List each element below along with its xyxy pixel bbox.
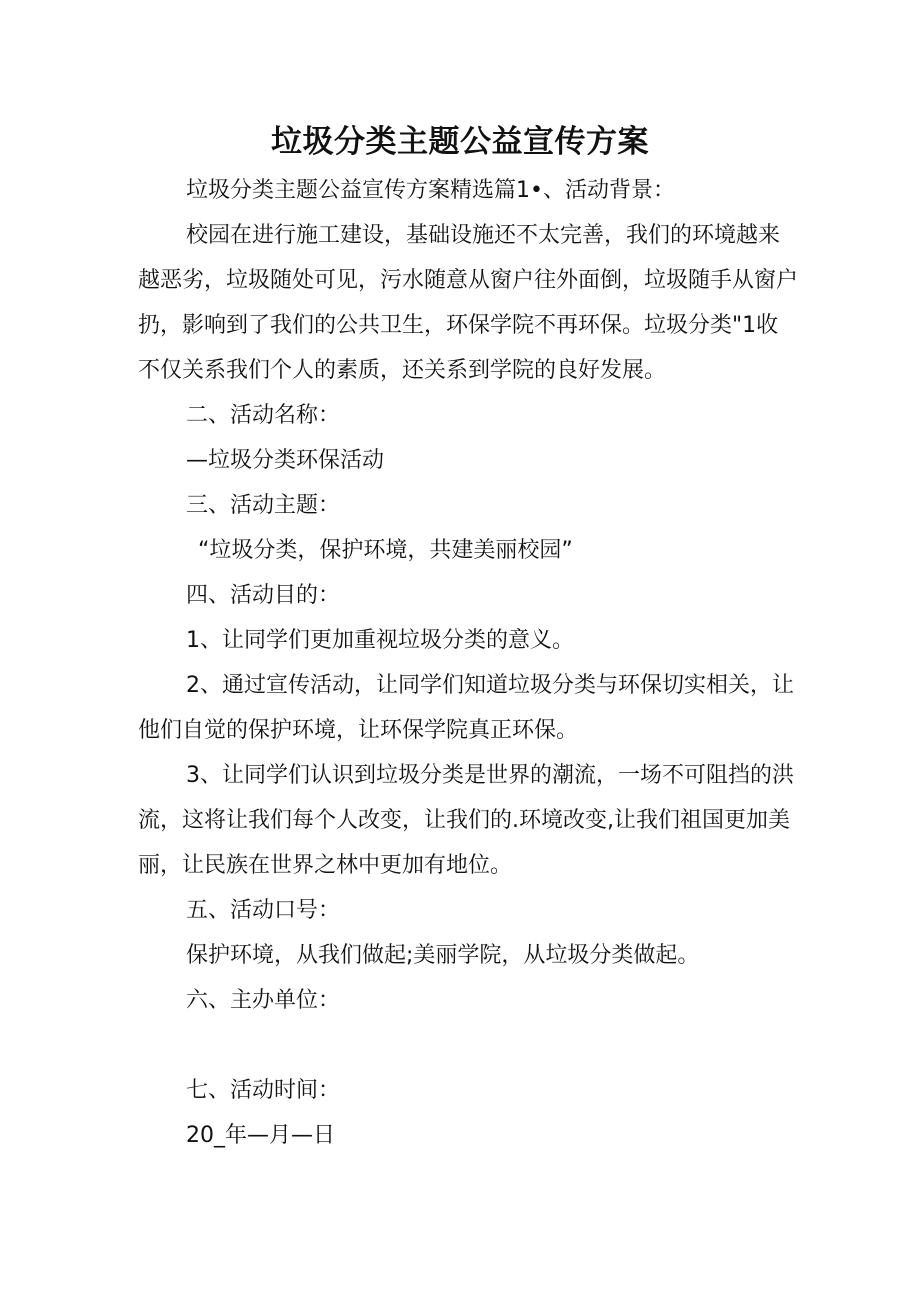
document-title: 垃圾分类主题公益宣传方案 (271, 124, 649, 160)
purpose-item-1: 1、让同学们更加重视垃圾分类的意义。 (186, 628, 574, 653)
section-time-heading: 七、活动时间： (186, 1078, 341, 1103)
purpose-item-3: 3、让同学们认识到垃圾分类是世界的潮流，一场不可阻挡的洪流，这将让我们每个人改变，让我们的.环境改变,让我们祖国更加美丽，让民族在世界之林中更加有地位。 (138, 763, 794, 878)
section-purpose-heading: 四、活动目的： (186, 583, 341, 608)
purpose-item-2: 2、通过宣传活动，让同学们知道垃圾分类与环保切实相关，让他们自觉的保护环境，让环保学院真正环保。 (138, 673, 794, 743)
activity-name: —垃圾分类环保活动 (186, 448, 385, 473)
blank-line (138, 1023, 798, 1068)
activity-slogan: 保护环境，从我们做起;美丽学院，从垃圾分类做起。 (186, 943, 700, 968)
section-theme-heading: 三、活动主题： (186, 493, 341, 518)
activity-theme: “垃圾分类，保护环境，共建美丽校园” (198, 538, 573, 563)
activity-date: 20_年—月—日 (186, 1123, 335, 1148)
document-body (138, 168, 798, 1158)
section-slogan-heading: 五、活动口号： (186, 898, 341, 923)
section-organizer-heading: 六、主办单位： (186, 988, 341, 1013)
background-paragraph: 校园在进行施工建设，基础设施还不太完善，我们的环境越来越恶劣，垃圾随处可见，污水随意从窗户往外面倒，垃圾随手从窗户扔，影响到了我们的公共卫生，环保学院不再环保。垃圾分类"1收不仅关系我们个人的素质，还关系到学院的良好发展。 (138, 223, 799, 383)
intro-heading: 垃圾分类主题公益宣传方案精选篇1•、活动背景： (186, 178, 675, 203)
section-name-heading: 二、活动名称： (186, 403, 341, 428)
